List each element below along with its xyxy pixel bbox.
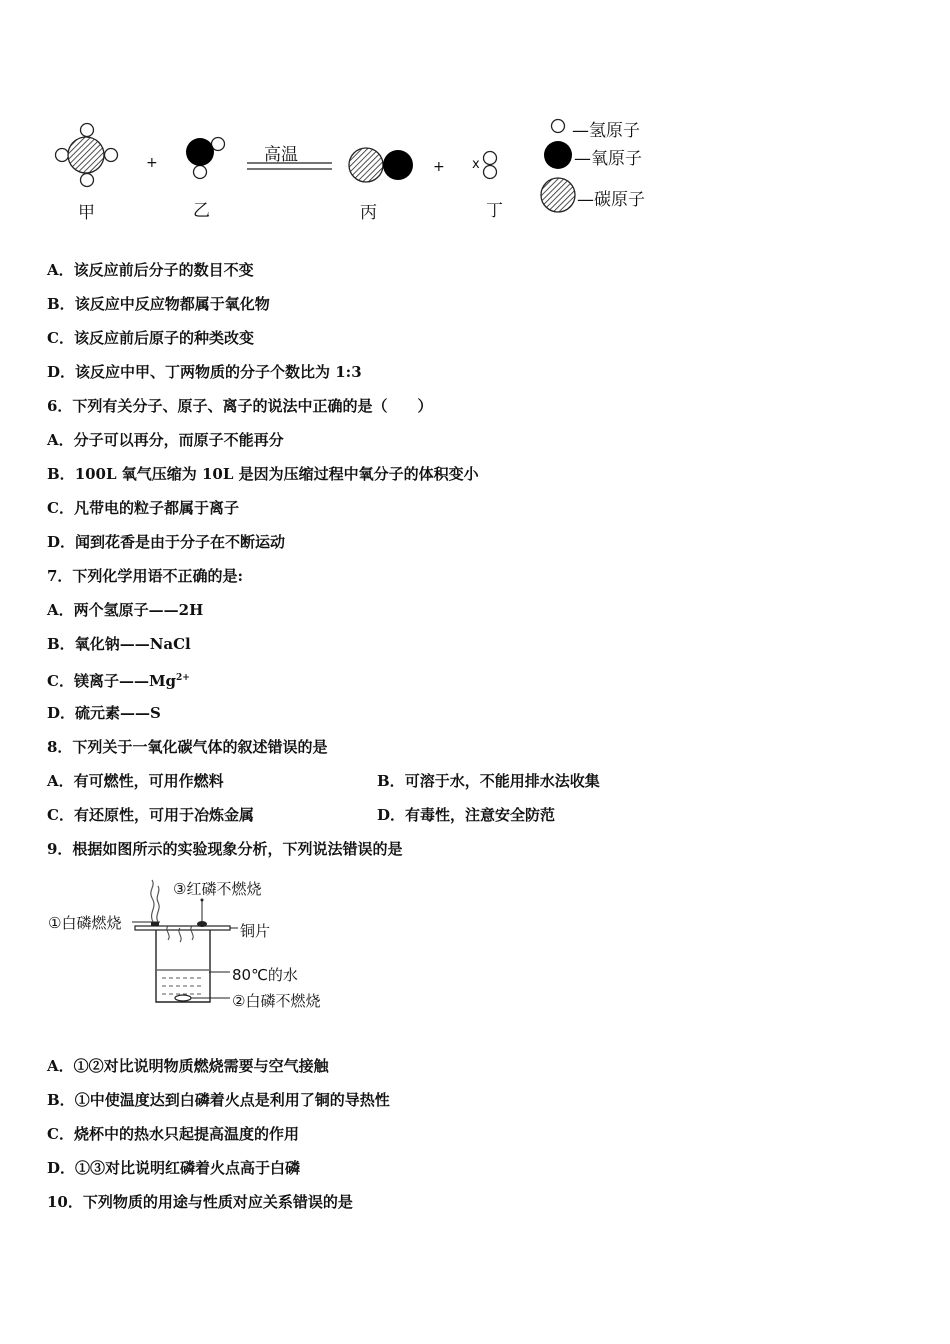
- q5-option-d: D．该反应中甲、丁两物质的分子个数比为 1:3: [47, 363, 362, 381]
- methane-molecule-icon: [56, 124, 118, 187]
- q7-option-c: C．镁离子$——Mg^{2+}$: [47, 672, 190, 690]
- hydrogen-atom-legend-icon: [552, 120, 565, 133]
- q9-option-c: C．烧杯中的热水只起提高温度的作用: [47, 1125, 299, 1143]
- q9-option-d: D．①③对比说明红磷着火点高于白磷: [47, 1159, 301, 1177]
- copper-sheet: [135, 926, 230, 930]
- q6-option-d: D．闻到花香是由于分子在不断运动: [47, 533, 286, 551]
- beaker: [156, 930, 210, 1002]
- carbon-monoxide-molecule-icon: [349, 148, 413, 182]
- red-phosphorus-sample: [197, 921, 207, 927]
- label-white-phosphorus-burns: ①白磷燃烧: [48, 914, 122, 932]
- label-red-phosphorus: ③红磷不燃烧: [173, 880, 262, 898]
- carbon-atom-legend-icon: [541, 178, 575, 212]
- label-ding: 丁: [486, 201, 503, 221]
- q10-stem: 10．下列物质的用途与性质对应关系错误的是: [47, 1193, 353, 1211]
- q8-option-c: C．有还原性，可用于冶炼金属: [47, 806, 254, 824]
- q7-option-d: D．硫元素——S: [47, 704, 161, 722]
- q8-stem: 8．下列关于一氧化碳气体的叙述错误的是: [47, 738, 328, 756]
- legend-hydrogen: —氢原子: [572, 121, 640, 141]
- q7-option-b: B．氧化钠——NaCl: [47, 635, 191, 653]
- hydrogen-molecule-icon: [484, 152, 497, 179]
- q6-stem: 6．下列有关分子、原子、离子的说法中正确的是（ ）: [47, 397, 433, 415]
- plus-sign-2: +: [433, 159, 445, 175]
- q9-stem: 9．根据如图所示的实验现象分析，下列说法错误的是: [47, 840, 403, 858]
- q6-option-c: C．凡带电的粒子都属于离子: [47, 499, 239, 517]
- oxygen-atom-legend-icon: [544, 141, 572, 169]
- q5-option-b: B．该反应中反应物都属于氧化物: [47, 295, 270, 313]
- q6-option-b: B．100L 氧气压缩为 10L 是因为压缩过程中氧分子的体积变小: [47, 465, 479, 483]
- q9-option-a: A．①②对比说明物质燃烧需要与空气接触: [47, 1057, 329, 1075]
- label-copper: 铜片: [240, 922, 271, 940]
- plus-sign-1: +: [146, 155, 158, 171]
- reaction-condition: 高温: [264, 145, 298, 165]
- label-white-phosphorus-no: ②白磷不燃烧: [232, 992, 321, 1010]
- legend-oxygen: —氧原子: [574, 149, 642, 169]
- q6-option-a: A．分子可以再分，而原子不能再分: [47, 431, 284, 449]
- reaction-diagram: [40, 108, 680, 228]
- q5-option-a: A．该反应前后分子的数目不变: [47, 261, 254, 279]
- combustion-experiment-figure: [40, 870, 360, 1020]
- legend-carbon: —碳原子: [577, 190, 645, 210]
- q7-option-a: A．两个氢原子——2H: [47, 601, 204, 619]
- q8-option-d: D．有毒性，注意安全防范: [377, 806, 556, 824]
- label-bing: 丙: [360, 203, 377, 223]
- q7-stem: 7．下列化学用语不正确的是:: [47, 567, 243, 585]
- white-phosphorus-in-water: [175, 995, 191, 1001]
- q8-option-a: A．有可燃性，可用作燃料: [47, 772, 224, 790]
- q9-option-b: B．①中使温度达到白磷着火点是利用了铜的导热性: [47, 1091, 390, 1109]
- label-jia: 甲: [78, 203, 95, 223]
- water-molecule-icon: [186, 138, 225, 179]
- q5-option-c: C．该反应前后原子的种类改变: [47, 329, 254, 347]
- q8-option-b: B．可溶于水，不能用排水法收集: [377, 772, 600, 790]
- label-yi: 乙: [193, 201, 210, 221]
- label-hot-water: 80℃的水: [232, 966, 298, 984]
- coefficient-x: x: [472, 157, 480, 172]
